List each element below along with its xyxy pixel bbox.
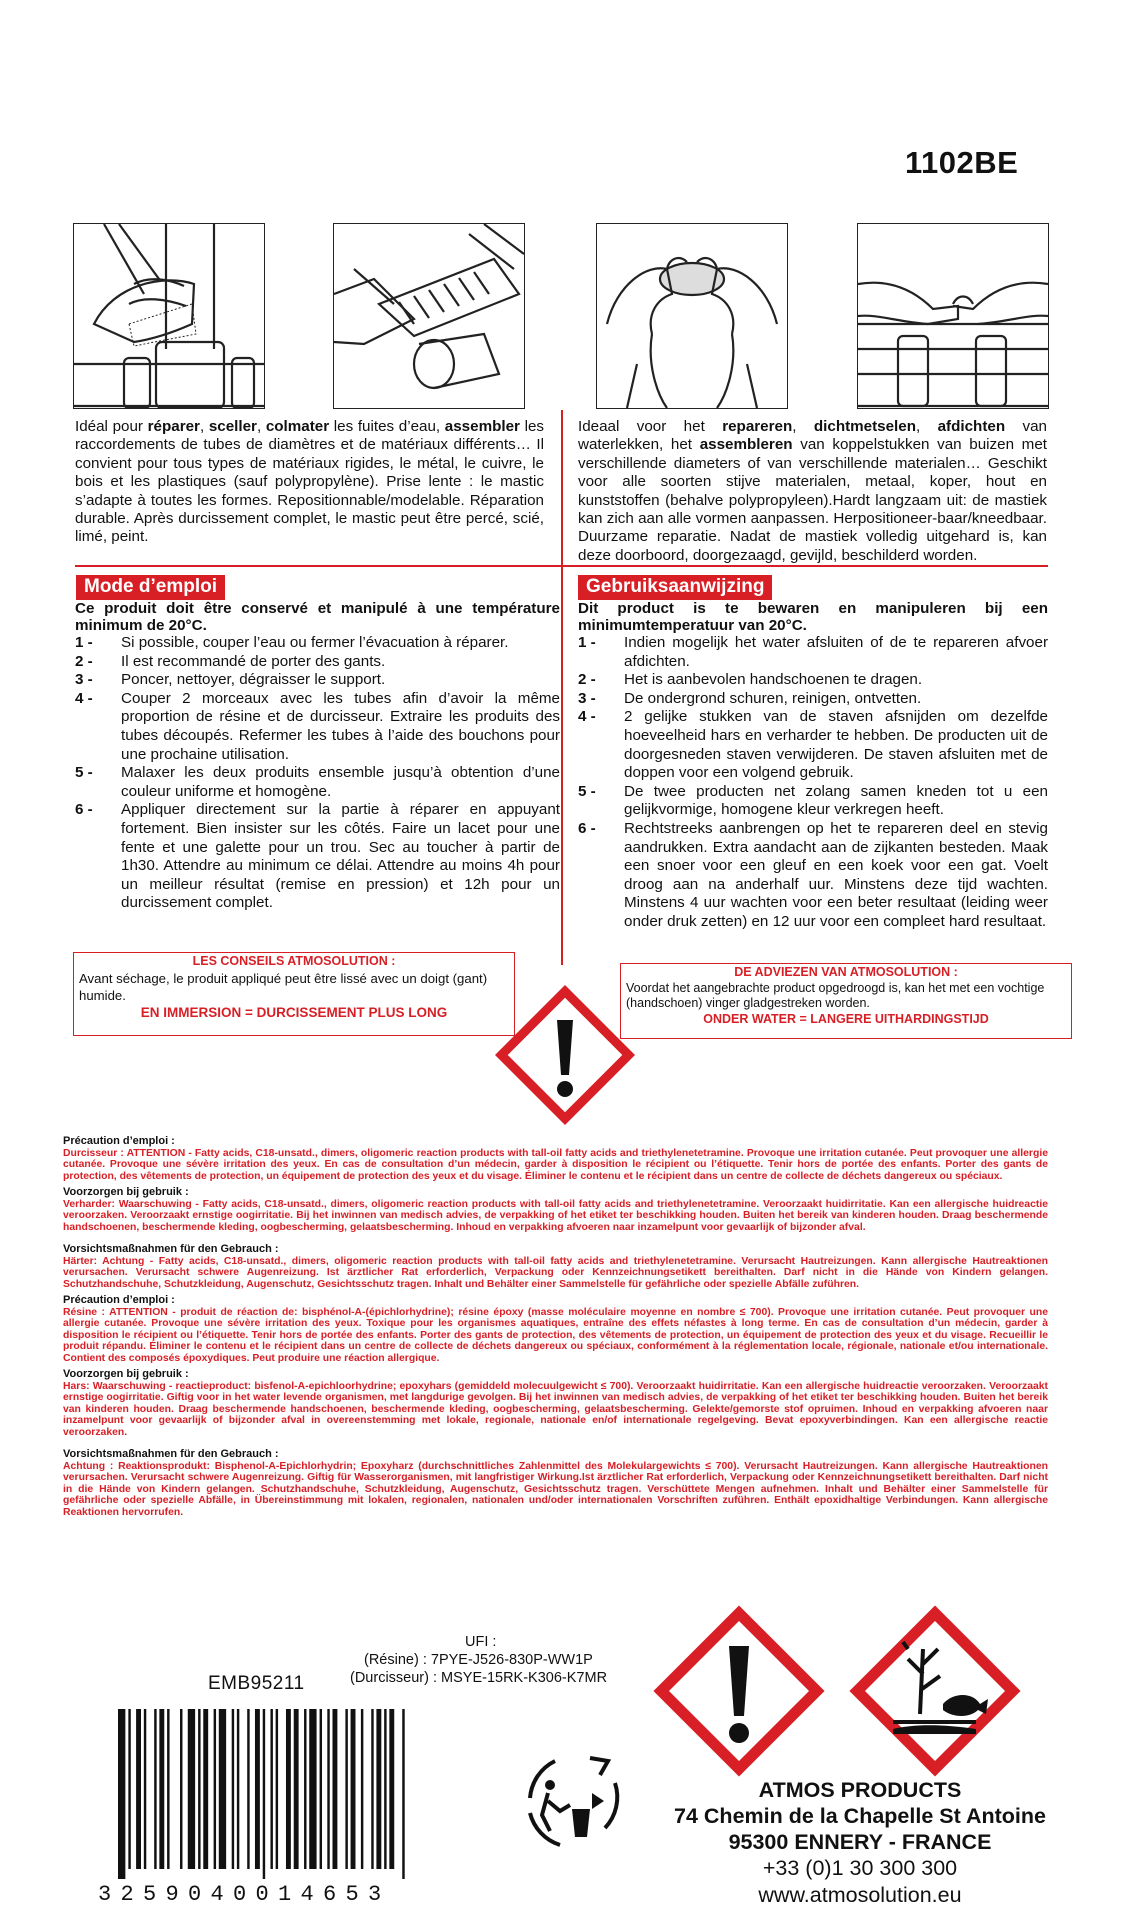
warning-heading: Vorsichtsmaßnahmen für den Gebrauch :	[63, 1448, 279, 1460]
barcode-bar	[327, 1709, 329, 1869]
barcode-digits: 3259040014653	[98, 1882, 391, 1907]
fr-storage-note: Ce produit doit être conservé et manipulé à une température minimum de 20°C.	[75, 600, 560, 634]
step-item	[75, 801, 560, 913]
step-item	[578, 820, 1048, 932]
step-item	[75, 764, 560, 801]
hazard-warnings	[63, 1136, 1048, 1518]
step-item	[578, 690, 1048, 709]
intro-run: réparer	[147, 418, 200, 435]
fr-section-rule	[75, 565, 561, 567]
nl-instructions	[578, 600, 1048, 932]
warning-heading: Précaution d’emploi :	[63, 1294, 175, 1306]
barcode-bar	[144, 1709, 146, 1869]
intro-run: ,	[199, 418, 209, 435]
barcode-bar	[188, 1709, 195, 1869]
intro-run: van koppelstukken van buizen met verschillende diameters of van verschillende materialen… Geschikt voor alle soorten stijve materialen, metaal, koper, hout en kunststoffen (behalve polypropyleen).Hardt langzaam uit: de mastiek kan zich aan alle vormen aanpassen. Herpositioneer-baar/kneedbaar. Duurzame reparatie. Nadat de mastiek volledig uitgehard is, kan deze doorboord, doorgezaagd, gevijld, beschilderd worden.	[578, 436, 1047, 564]
kneading-putty-icon	[596, 223, 788, 409]
warning-text: Verharder: Waarschuwing - Fatty acids, C18-unsatd., dimers, oligomeric reaction products with tall-oil fatty acids and triethylenetetramine. Veroorzaakt huidirritatie. Kan een allergische huidreactie veroorzaken. Veroorzaakt ernstige oogirritatie. Bij het inwinnen van medisch advies, de verpakking of het etiket ter beschikking houden. Buiten het bereik van kinderen houden. Draag beschermende handschoenen, beschermende kleding, oogbescherming, gelaatsbescherming. Inhoud en verpakking afvoeren naar inzamelpunt voor gevaarlijk of bijzonder afval.	[63, 1198, 1048, 1233]
step-number: 3 -	[75, 671, 93, 689]
step-text: De ondergrond schuren, reinigen, ontvetten.	[624, 689, 922, 707]
barcode-bar	[345, 1709, 347, 1869]
barcode-bar	[402, 1709, 404, 1879]
intro-run: van waterlekken, het	[578, 418, 1047, 454]
ufi-resine: (Résine) : 7PYE-J526-830P-WW1P	[364, 1652, 593, 1668]
nl-storage-note: Dit product is te bewaren en manipuleren bij een minimumtemperatuur van 20°C.	[578, 600, 1048, 634]
warning-text: Résine : ATTENTION - produit de réaction de: bisphénol-A-(épichlorhydrine); résine époxy (masse moléculaire moyenne en nombre ≤ 700). Provoque une irritation cutanée. Peut provoquer une allergie cutanée. Provoque une sévère irritation des yeux. Toxique pour les organismes aquatiques, entraîne des effets néfastes à long terme. En cas de consultation d’un médecin, garder à disposition le récipient ou l’étiquette. Tenir hors de portée des enfants. Porter des gants de protection, des vêtements de protection, un équipement de protection des yeux et du visage. Recueillir le produit répandu. Éliminer le contenu et le récipient dans un centre de collecte de déchets dangereux ou spéciaux, conformément à la réglementation locale, régionale, nationale et/ou internationale. Contient des composés époxydiques. Peut produire une réaction allergique.	[63, 1306, 1048, 1364]
step-number: 2 -	[75, 652, 93, 670]
step-number: 1 -	[75, 634, 93, 651]
step-number: 4 -	[578, 708, 596, 726]
company-city: 95300 ENNERY - FRANCE	[728, 1830, 992, 1854]
barcode-bar	[214, 1709, 216, 1869]
step-text: Malaxer les deux produits ensemble jusqu’à obtention d’une couleur uniforme et homogène.	[121, 764, 560, 800]
product-code: 1102BE	[905, 145, 1019, 180]
nl-section-title: Gebruiksaanwijzing	[578, 575, 772, 600]
step-number: 5 -	[75, 764, 93, 782]
barcode-bar	[203, 1709, 208, 1869]
barcode-bar	[255, 1709, 260, 1869]
step-text: Indien mogelijk het water afsluiten of de te repareren afvoer afdichten.	[624, 634, 1048, 670]
environment-hazard-icon	[848, 1604, 1022, 1778]
step-text: Poncer, nettoyer, dégraisser le support.	[121, 671, 386, 689]
intro-run: ,	[256, 418, 266, 435]
triman-recycle-icon	[520, 1753, 635, 1853]
intro-run: ,	[916, 418, 938, 435]
intro-run: colmater	[265, 418, 330, 435]
step-item	[578, 708, 1048, 782]
intro-run: ,	[792, 418, 814, 435]
barcode-bar	[136, 1709, 141, 1869]
fr-tips-title: LES CONSEILS ATMOSOLUTION :	[192, 954, 396, 968]
nl-tips-footer: ONDER WATER = LANGERE UITHARDINGSTIJD	[703, 1012, 989, 1026]
barcode-bar	[219, 1709, 226, 1869]
step-text: Si possible, couper l’eau ou fermer l’évacuation à réparer.	[121, 634, 509, 651]
fr-instructions	[75, 600, 560, 913]
step-text: Het is aanbevolen handschoenen te dragen.	[624, 671, 923, 689]
intro-run: sceller	[208, 418, 257, 435]
barcode-bar	[309, 1709, 316, 1869]
step-item	[75, 634, 560, 653]
nl-tips-body: Voordat het aangebrachte product opgedroogd is, kan het met een vochtige (handschoen) vinger gladgestreken worden.	[626, 981, 1045, 1010]
emb-code: EMB95211	[208, 1673, 305, 1694]
step-item	[75, 690, 560, 764]
applying-putty-icon	[857, 223, 1049, 409]
intro-run: les fuites d’eau,	[329, 418, 445, 435]
step-text: Appliquer directement sur la partie à réparer en appuyant fortement. Bien insister sur les côtés. Faire un lacet pour une fente et une galette pour un trou. Sec au toucher à partir de 1h30. Attendre au minimum ce délai. Attendre au moins 4h pour un meilleur résultat (remise en pression) et 12h pour un durcissement complet.	[121, 801, 560, 912]
fr-intro-text	[75, 418, 544, 547]
exclamation-hazard-icon	[495, 985, 635, 1125]
intro-run: Ideaal voor het	[578, 418, 723, 435]
step-item	[578, 671, 1048, 690]
ufi-title: UFI :	[465, 1634, 497, 1650]
barcode-bar	[361, 1709, 363, 1869]
barcode-bar	[332, 1709, 337, 1869]
barcode-bar	[154, 1709, 156, 1869]
step-text: Il est recommandé de porter des gants.	[121, 652, 386, 670]
warning-heading: Voorzorgen bij gebruik :	[63, 1368, 189, 1380]
step-text: Rechtstreeks aanbrengen op het te repareren deel en stevig aandrukken. Extra aandacht aan de zijkanten besteden. Maak een snoer voor een gleuf en een koek voor een gat. Voelt droog aan na anderhalf uur. Minstens deze tijd wachten. Minstens 4 uur wachten voor een beter resultaat (leiding weer onder druk zetten) en 12 uur voor een compleet hard resultaat.	[624, 819, 1048, 930]
warning-heading: Voorzorgen bij gebruik :	[63, 1186, 189, 1198]
nl-intro-text	[578, 418, 1047, 565]
step-number: 6 -	[75, 801, 93, 819]
company-phone: +33 (0)1 30 300 300	[762, 1856, 958, 1880]
step-text: 2 gelijke stukken van de staven afsnijden om dezelfde hoeveelheid hars en verharder te hebben. De producten uit de doorgesneden staven verwijderen. De staven afsluiten met de doppen voor een volgend gebruik.	[624, 708, 1048, 782]
company-street: 74 Chemin de la Chapelle St Antoine	[674, 1804, 1046, 1828]
barcode-bar	[286, 1709, 291, 1869]
intro-run: assembler	[444, 418, 520, 435]
barcode-bar	[159, 1709, 164, 1869]
barcode-bar	[294, 1709, 299, 1869]
intro-run: afdichten	[937, 418, 1006, 435]
nl-tips-box	[620, 963, 1072, 1039]
barcode-bar	[389, 1709, 394, 1869]
warning-heading: Vorsichtsmaßnahmen für den Gebrauch :	[63, 1243, 279, 1255]
step-item	[578, 783, 1048, 820]
barcode-bar	[320, 1709, 322, 1869]
fr-tips-box	[73, 952, 515, 1036]
step-number: 3 -	[578, 689, 596, 707]
barcode-bar	[371, 1709, 373, 1869]
warning-text: Hars: Waarschuwing - reactieproduct: bisfenol-A-epichloorhydrine; epoxyhars (gemiddeld molecuulgewicht ≤ 700). Veroorzaakt huidirritatie. Kan een allergische huidreactie veroorzaken. Veroorzaakt ernstige oogirritatie. Giftig voor in het water levende organismen, met langdurige gevolgen. Bij het inwinnen van medisch advies, de verpakking of het etiket ter beschikking houden. Buiten het bereik van kinderen houden. Draag beschermende handschoenen, beschermende kleding, oogbescherming, gelaatsbescherming. Gelekte/gemorste stof opruimen. Inhoud en verpakking afvoeren naar inzamelpunt voor gevaarlijk of bijzonder afval in overeenstemming met lokale, regionale, nationale en/of internationale regelgeving. Bevat epoxyverbindingen. Kan een allergische reactie veroorzaken.	[63, 1380, 1048, 1438]
intro-run: assembleren	[699, 436, 793, 454]
company-name: ATMOS PRODUCTS	[758, 1778, 962, 1802]
barcode-bar	[128, 1709, 130, 1869]
step-item	[578, 634, 1048, 671]
company-address	[640, 1777, 1080, 1909]
warning-text: Achtung : Reaktionsprodukt: Bisphenol-A-Epichlorhydrin; Epoxyharz (durchschnittliches Zahlenmittel des Molekulargewichts ≤ 700). Verursacht Hautreizungen. Kann allergische Hautreaktionen verursachen. Verursacht schwere Augenreizung. Giftig für Wasserorganismen, mit langfristiger Wirkung.Ist ärztlicher Rat erforderlich, Verpackung oder Kennzeichnungsetikett bereithalten. Darf nicht in die Hände von Kindern gelangen. Schutzhandschuhe, Schutzkleidung, Augenschutz, Gesichtsschutz tragen. Verschüttete Mengen aufnehmen. Inhalt und Behälter einer Sammelstelle für gefährliche oder spezielle Abfälle, in Übereinstimmung mit lokalen, regionalen, nationalen und/oder internationalen Vorschriften zuführen. Enthält epoxidhaltige Verbindungen. Kann allergische Reaktionen hervorrufen.	[63, 1460, 1048, 1518]
nl-steps-list	[578, 634, 1048, 932]
barcode-bar	[237, 1709, 239, 1869]
barcode-bar	[351, 1709, 356, 1869]
barcode-bar	[384, 1709, 386, 1869]
pipe-joint-repair-icon	[73, 223, 265, 409]
column-divider	[561, 410, 563, 965]
step-text: De twee producten net zolang samen kneden tot u een gelijkvormige, homogene kleur verkregen heeft.	[624, 782, 1048, 819]
barcode-bar	[180, 1709, 182, 1869]
fr-section-title: Mode d’emploi	[76, 575, 225, 600]
step-number: 2 -	[578, 671, 596, 689]
barcode-bar	[376, 1709, 381, 1869]
fr-tips-body: Avant séchage, le produit appliqué peut être lissé avec un doigt (gant) humide.	[79, 971, 488, 1003]
barcode-bar	[276, 1709, 278, 1869]
exclamation-hazard-icon	[652, 1604, 826, 1778]
ufi-block	[350, 1633, 650, 1687]
intro-run: les raccordements de tubes de diamètres et de matériaux différents… Il convient pour tous types de matériaux rigides, le métal, le cuivre, le bois et les plastiques (sauf polypropylène). Prise lente : le mastic s’adapte à toutes les formes. Repositionnable/modelable. Réparation durable. Après durcissement complet, le mastic peut être percé, scié, limé, peint.	[75, 418, 544, 546]
step-number: 6 -	[578, 819, 596, 837]
barcode-bar	[304, 1709, 306, 1869]
barcode-bar	[270, 1709, 272, 1869]
nl-tips-title: DE ADVIEZEN VAN ATMOSOLUTION :	[734, 965, 958, 979]
step-number: 5 -	[578, 782, 596, 800]
intro-run: dichtmetselen	[813, 418, 916, 435]
barcode-bar	[167, 1709, 169, 1869]
barcode-bar	[247, 1709, 249, 1869]
barcode-bar	[232, 1709, 234, 1869]
step-text: Couper 2 morceaux avec les tubes afin d’avoir la même proportion de résine et de durcisseur. Extraire les produits des tubes découpés. Refermer les tubes à l’aide des bouchons pour une prochaine utilisation.	[121, 689, 560, 763]
warning-text: Durcisseur : ATTENTION - Fatty acids, C18-unsatd., dimers, oligomeric reaction products with tall-oil fatty acids and triethylenetetramine. Provoque une irritation cutanée. Peut provoquer une allergie cutanée. Provoque une sévère irritation des yeux. En cas de consultation d’un médecin, garder à disposition le récipient ou l’étiquette. Tenir hors de portée des enfants. Porter des gants de protection, des vêtements de protection, un équipement de protection des yeux et du visage. Éliminer le contenu et le récipient dans un centre de collecte de déchets dangereux ou spéciaux.	[63, 1147, 1048, 1182]
step-item	[75, 653, 560, 672]
step-item	[75, 671, 560, 690]
cutting-stick-icon	[333, 223, 525, 409]
intro-run: Idéal pour	[75, 418, 148, 435]
warning-text: Härter: Achtung - Fatty acids, C18-unsatd., dimers, oligomeric reaction products with tall-oil fatty acids and triethylenetetramine. Verursacht Hautreizungen. Kann allergische Hautreaktionen verursachen. Verursacht schwere Augenreizung. Ist ärztlicher Rat erforderlich, Verpackung oder Kennzeichnungsetikett bereithalten. Darf nicht in die Hände von Kindern gelangen. Schutzhandschuhe, Schutzkleidung, Augenschutz, Gesichtsschutz tragen. Inhalt und Behälter einer Sammelstelle für gefährliche oder spezielle Abfälle zuführen.	[63, 1255, 1048, 1290]
barcode-bar	[263, 1709, 265, 1879]
company-website[interactable]: www.atmosolution.eu	[758, 1883, 962, 1907]
barcode-bar	[198, 1709, 200, 1869]
step-number: 1 -	[578, 634, 596, 651]
fr-steps-list	[75, 634, 560, 913]
fr-tips-footer: EN IMMERSION = DURCISSEMENT PLUS LONG	[140, 1005, 448, 1020]
nl-section-rule	[563, 565, 1048, 567]
barcode-bar	[118, 1709, 125, 1879]
warning-heading: Précaution d’emploi :	[63, 1135, 175, 1147]
step-number: 4 -	[75, 689, 93, 707]
intro-run: repareren	[722, 418, 793, 435]
ufi-durcisseur: (Durcisseur) : MSYE-15RK-K306-K7MR	[350, 1670, 608, 1686]
barcode	[118, 1709, 410, 1879]
